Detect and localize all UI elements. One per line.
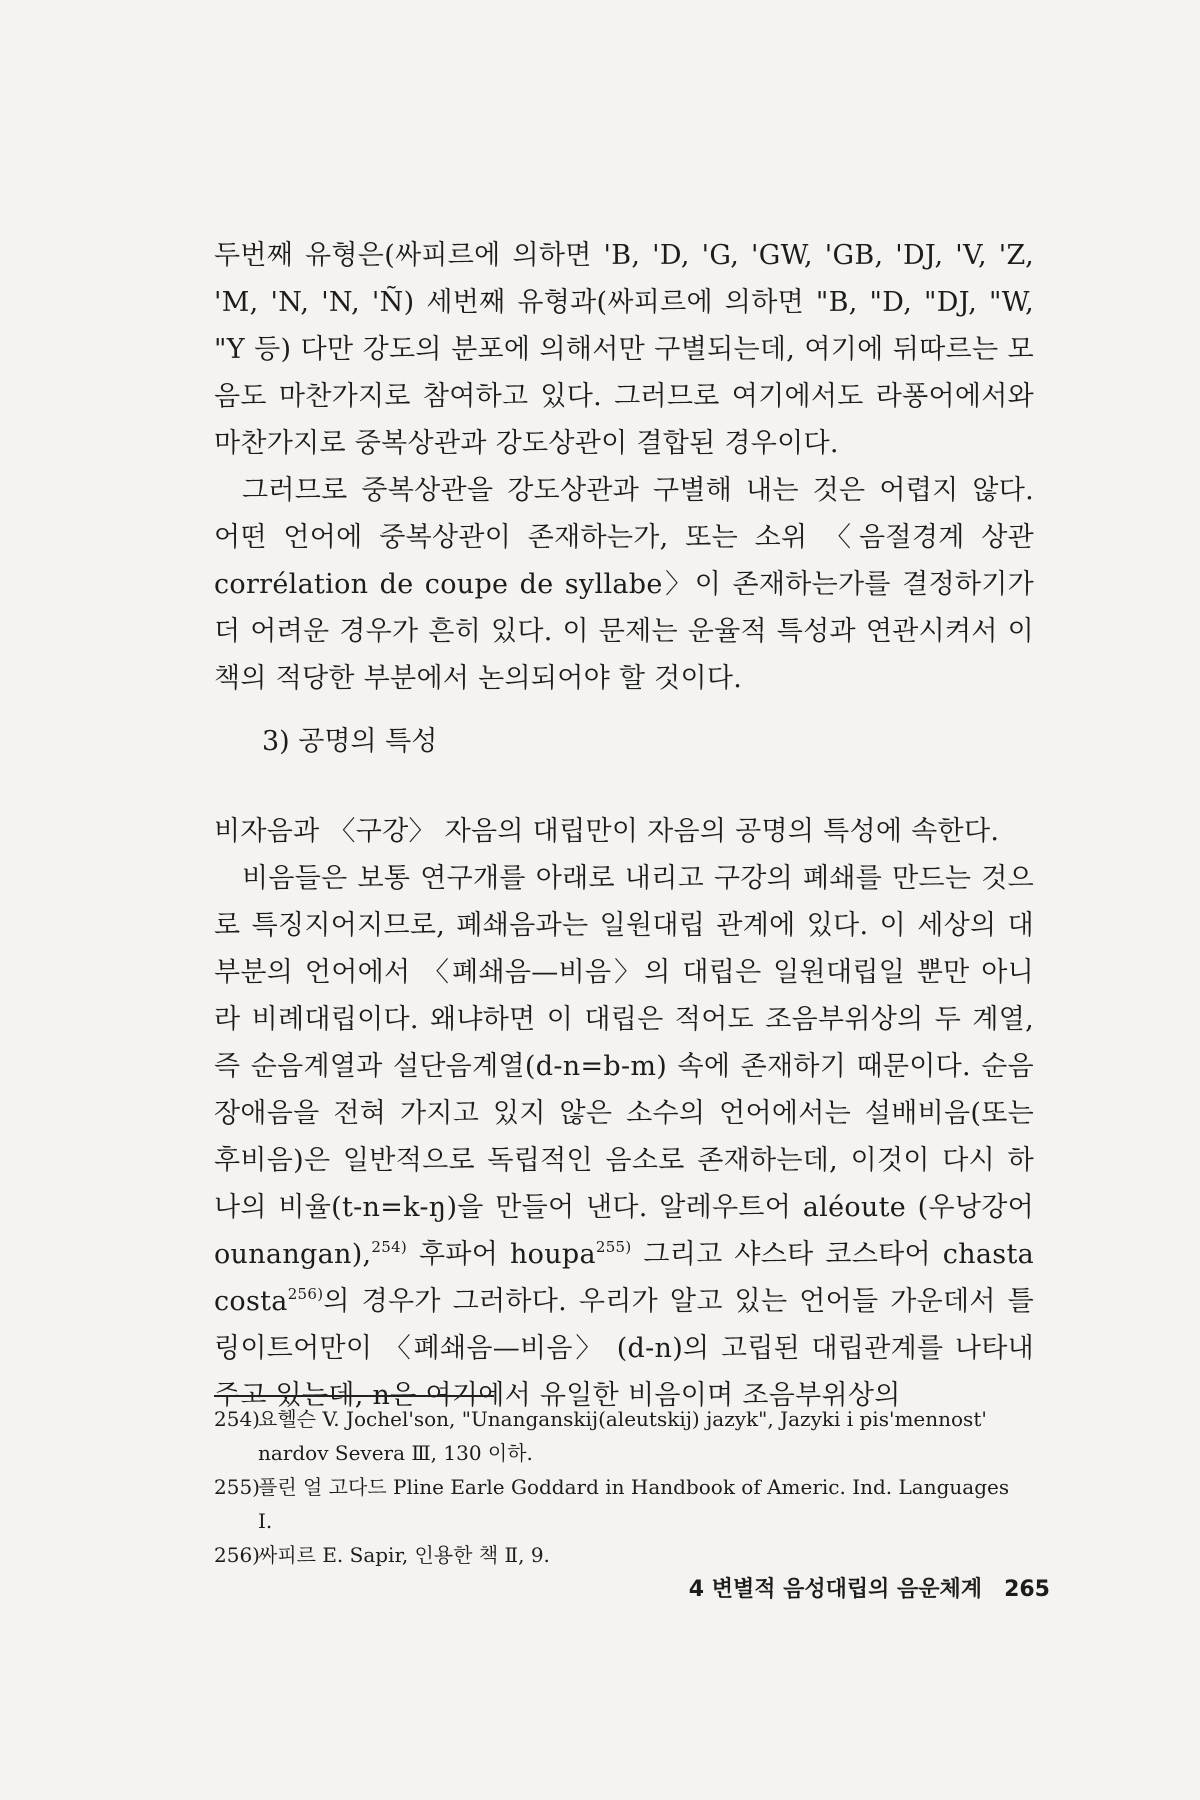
footnote [214,1538,1044,1572]
chapter-title: 4 변별적 음성대립의 음운체계 [688,1577,983,1602]
section-heading: 3) 공명의 특성 [262,726,438,757]
footnote-ref: 256) [287,1285,324,1303]
footnote [214,1470,1044,1504]
page-number: 265 [1004,1577,1050,1602]
paragraph: 두번째 유형은(싸피르에 의하면 'B, 'D, 'G, 'GW, 'GB, 'DJ, 'V, 'Z, 'M, 'N, 'N, 'Ñ) 세번째 유형과(싸피르에 의하면 "B, "D, "DJ, "W, "Y 등) 다만 강도의 분포에 의해서만 구별되는데, 여기에 뒤따르는 모음도 마찬가지로 참여하고 있다. 그러므로 여기에서도 라퐁어에서와 마찬가지로 중복상관과 강도상관이 결합된 경우이다. [214,240,1034,459]
paragraph-text: 그리고 샤스타 코스타어 chasta costa [214,1239,1034,1317]
paragraph: 비자음과 〈구강〉 자음의 대립만이 자음의 공명의 특성에 속한다. [214,816,1000,847]
page-footer [689,1572,1050,1603]
footnote-divider [214,1395,494,1397]
footnote-number: 254) [214,1407,260,1431]
footnote-text: 싸피르 E. Sapir, 인용한 책 Ⅱ, 9. [258,1543,550,1567]
footnote-number: 255) [214,1475,260,1499]
footnote [214,1402,1044,1436]
top-text-block [214,232,1034,702]
footnote-text: 요헬슨 V. Jochel'son, "Unanganskij(aleutskij) jazyk", Jazyki i pis'mennost' [258,1407,987,1431]
section-text-block [214,808,1034,1419]
footnote-continuation: nardov Severa Ⅲ, 130 이하. [258,1441,533,1465]
paragraph [214,855,1034,1419]
footnotes [214,1402,1044,1572]
footnote-text: 플린 얼 고다드 Pline Earle Goddard in Handbook of Americ. Ind. Languages [258,1475,1010,1499]
paragraph-text: 후파어 houpa [418,1239,596,1270]
footnote-continuation: I. [258,1509,273,1533]
paragraph-text: 의 경우가 그러하다. 우리가 알고 있는 언어들 가운데서 틀링이트어만이 〈폐쇄음—비음〉 (d-n)의 고립된 대립관계를 나타내 주고 있는데, n은 여기에서 유일한 비음이며 조음부위상의 [214,1286,1034,1411]
paragraph: 그러므로 중복상관을 강도상관과 구별해 내는 것은 어렵지 않다. 어떤 언어에 중복상관이 존재하는가, 또는 소위 〈음절경계 상관 corrélation de coupe de syllabe〉이 존재하는가를 결정하기가 더 어려운 경우가 흔히 있다. 이 문제는 운율적 특성과 연관시켜서 이 책의 적당한 부분에서 논의되어야 할 것이다. [214,475,1034,694]
paragraph-text: 비음들은 보통 연구개를 아래로 내리고 구강의 폐쇄를 만드는 것으로 특징지어지므로, 폐쇄음과는 일원대립 관계에 있다. 이 세상의 대부분의 언어에서 〈폐쇄음—비음〉의 대립은 일원대립일 뿐만 아니라 비례대립이다. 왜냐하면 이 대립은 적어도 조음부위상의 두 계열, 즉 순음계열과 설단음계열(d-n=b-m) 속에 존재하기 때문이다. 순음장애음을 전혀 가지고 있지 않은 소수의 언어에서는 설배비음(또는 후비음)은 일반적으로 독립적인 음소로 존재하는데, 이것이 다시 하나의 비율(t-n=k-ŋ)을 만들어 낸다. 알레우트어 aléoute (우낭강어 ounangan), [214,863,1034,1270]
footnote-ref: 254) [371,1238,408,1256]
footnote-ref: 255) [595,1238,632,1256]
footnote-number: 256) [214,1543,260,1567]
